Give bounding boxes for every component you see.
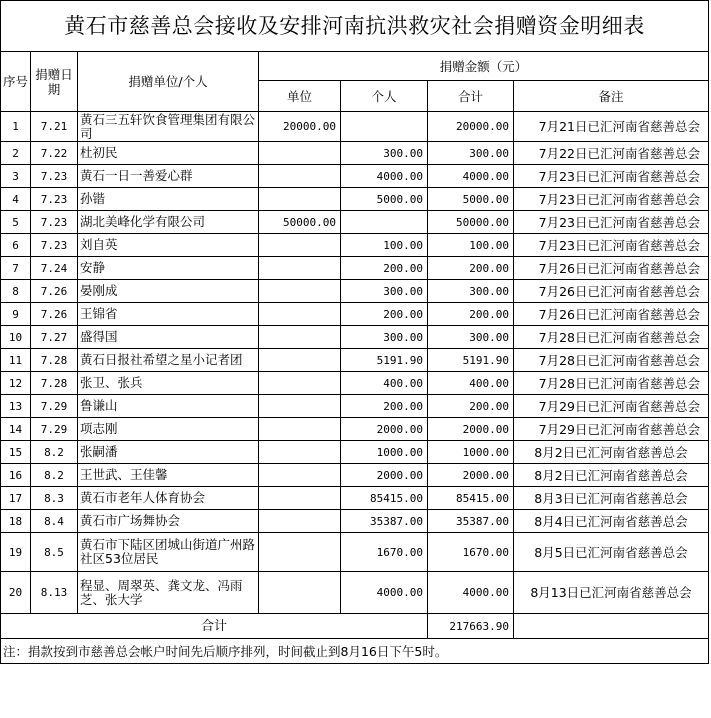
row-total-amount: 300.00 bbox=[428, 280, 514, 303]
row-date: 7.23 bbox=[31, 234, 78, 257]
row-seq: 17 bbox=[1, 487, 31, 510]
row-note: 8月2日已汇河南省慈善总会 bbox=[514, 441, 709, 464]
row-person-amount: 300.00 bbox=[341, 142, 428, 165]
row-note: 7月23日已汇河南省慈善总会 bbox=[514, 211, 709, 234]
row-seq: 5 bbox=[1, 211, 31, 234]
header-amount-group: 捐赠金额（元） bbox=[259, 52, 709, 81]
row-total-amount: 1000.00 bbox=[428, 441, 514, 464]
row-unit-amount bbox=[259, 142, 341, 165]
row-total-amount: 200.00 bbox=[428, 257, 514, 280]
row-note: 7月23日已汇河南省慈善总会 bbox=[514, 188, 709, 211]
footnote: 注：捐款按到市慈善总会帐户时间先后顺序排列，时间截止到8月16日下午5时。 bbox=[1, 639, 709, 664]
row-unit-amount bbox=[259, 326, 341, 349]
row-seq: 13 bbox=[1, 395, 31, 418]
table-row bbox=[1, 303, 709, 326]
row-note: 7月23日已汇河南省慈善总会 bbox=[514, 234, 709, 257]
row-person-amount: 5191.90 bbox=[341, 349, 428, 372]
row-seq: 8 bbox=[1, 280, 31, 303]
total-row bbox=[1, 614, 709, 639]
row-date: 7.21 bbox=[31, 112, 78, 142]
row-donor: 程显、周翠英、龚文龙、冯雨芝、张大学 bbox=[78, 572, 259, 614]
row-unit-amount bbox=[259, 464, 341, 487]
row-donor: 孙锴 bbox=[78, 188, 259, 211]
row-date: 8.2 bbox=[31, 441, 78, 464]
row-person-amount: 4000.00 bbox=[341, 572, 428, 614]
table-row bbox=[1, 464, 709, 487]
row-total-amount: 200.00 bbox=[428, 395, 514, 418]
row-donor: 杜初民 bbox=[78, 142, 259, 165]
row-seq: 1 bbox=[1, 112, 31, 142]
row-total-amount: 2000.00 bbox=[428, 418, 514, 441]
row-person-amount: 100.00 bbox=[341, 234, 428, 257]
row-person-amount: 200.00 bbox=[341, 395, 428, 418]
row-donor: 王锦省 bbox=[78, 303, 259, 326]
row-unit-amount bbox=[259, 165, 341, 188]
row-unit-amount bbox=[259, 418, 341, 441]
row-total-amount: 5191.90 bbox=[428, 349, 514, 372]
row-date: 8.2 bbox=[31, 464, 78, 487]
row-donor: 张卫、张兵 bbox=[78, 372, 259, 395]
row-date: 8.3 bbox=[31, 487, 78, 510]
row-donor: 张嗣潘 bbox=[78, 441, 259, 464]
row-person-amount: 200.00 bbox=[341, 303, 428, 326]
header-person: 个人 bbox=[341, 81, 428, 112]
table-row bbox=[1, 280, 709, 303]
row-date: 7.23 bbox=[31, 165, 78, 188]
table-row bbox=[1, 441, 709, 464]
total-note-empty bbox=[514, 614, 709, 639]
row-donor: 黄石三五轩饮食管理集团有限公司 bbox=[78, 112, 259, 142]
row-seq: 12 bbox=[1, 372, 31, 395]
row-donor: 王世武、王佳馨 bbox=[78, 464, 259, 487]
row-person-amount bbox=[341, 112, 428, 142]
row-unit-amount bbox=[259, 441, 341, 464]
row-date: 8.5 bbox=[31, 533, 78, 572]
row-note: 7月28日已汇河南省慈善总会 bbox=[514, 372, 709, 395]
row-date: 7.28 bbox=[31, 372, 78, 395]
row-seq: 16 bbox=[1, 464, 31, 487]
row-date: 7.28 bbox=[31, 349, 78, 372]
table-row bbox=[1, 188, 709, 211]
row-total-amount: 400.00 bbox=[428, 372, 514, 395]
table-row bbox=[1, 372, 709, 395]
row-seq: 6 bbox=[1, 234, 31, 257]
header-date: 捐赠日期 bbox=[31, 52, 78, 112]
row-total-amount: 20000.00 bbox=[428, 112, 514, 142]
row-unit-amount bbox=[259, 234, 341, 257]
row-unit-amount bbox=[259, 533, 341, 572]
row-seq: 20 bbox=[1, 572, 31, 614]
grand-total: 217663.90 bbox=[428, 614, 514, 639]
table-row bbox=[1, 142, 709, 165]
row-person-amount: 4000.00 bbox=[341, 165, 428, 188]
row-unit-amount bbox=[259, 395, 341, 418]
row-note: 8月13日已汇河南省慈善总会 bbox=[514, 572, 709, 614]
row-note: 7月29日已汇河南省慈善总会 bbox=[514, 395, 709, 418]
row-seq: 9 bbox=[1, 303, 31, 326]
table-row bbox=[1, 326, 709, 349]
row-note: 7月21日已汇河南省慈善总会 bbox=[514, 112, 709, 142]
row-unit-amount: 50000.00 bbox=[259, 211, 341, 234]
row-donor: 黄石市下陆区团城山街道广州路社区53位居民 bbox=[78, 533, 259, 572]
row-note: 8月5日已汇河南省慈善总会 bbox=[514, 533, 709, 572]
row-seq: 18 bbox=[1, 510, 31, 533]
row-date: 7.29 bbox=[31, 418, 78, 441]
row-donor: 黄石市广场舞协会 bbox=[78, 510, 259, 533]
row-donor: 黄石一日一善爱心群 bbox=[78, 165, 259, 188]
header-total: 合计 bbox=[428, 81, 514, 112]
row-total-amount: 1670.00 bbox=[428, 533, 514, 572]
row-note: 8月2日已汇河南省慈善总会 bbox=[514, 464, 709, 487]
row-total-amount: 300.00 bbox=[428, 326, 514, 349]
row-note: 8月4日已汇河南省慈善总会 bbox=[514, 510, 709, 533]
row-date: 7.23 bbox=[31, 188, 78, 211]
row-total-amount: 85415.00 bbox=[428, 487, 514, 510]
row-total-amount: 4000.00 bbox=[428, 572, 514, 614]
row-person-amount: 200.00 bbox=[341, 257, 428, 280]
table-row bbox=[1, 572, 709, 614]
row-note: 7月26日已汇河南省慈善总会 bbox=[514, 257, 709, 280]
row-seq: 10 bbox=[1, 326, 31, 349]
page-title: 黄石市慈善总会接收及安排河南抗洪救灾社会捐赠资金明细表 bbox=[1, 1, 709, 52]
row-note: 7月26日已汇河南省慈善总会 bbox=[514, 280, 709, 303]
row-person-amount: 400.00 bbox=[341, 372, 428, 395]
row-donor: 刘自英 bbox=[78, 234, 259, 257]
row-unit-amount bbox=[259, 487, 341, 510]
row-unit-amount bbox=[259, 280, 341, 303]
row-total-amount: 5000.00 bbox=[428, 188, 514, 211]
row-note: 7月23日已汇河南省慈善总会 bbox=[514, 165, 709, 188]
row-date: 7.24 bbox=[31, 257, 78, 280]
row-total-amount: 100.00 bbox=[428, 234, 514, 257]
table-row bbox=[1, 487, 709, 510]
row-unit-amount bbox=[259, 372, 341, 395]
row-donor: 晏刚成 bbox=[78, 280, 259, 303]
table-row bbox=[1, 510, 709, 533]
row-note: 7月22日已汇河南省慈善总会 bbox=[514, 142, 709, 165]
row-seq: 7 bbox=[1, 257, 31, 280]
row-date: 7.26 bbox=[31, 303, 78, 326]
header-note: 备注 bbox=[514, 81, 709, 112]
row-total-amount: 2000.00 bbox=[428, 464, 514, 487]
row-date: 8.4 bbox=[31, 510, 78, 533]
row-person-amount: 35387.00 bbox=[341, 510, 428, 533]
row-seq: 3 bbox=[1, 165, 31, 188]
row-unit-amount bbox=[259, 510, 341, 533]
row-seq: 4 bbox=[1, 188, 31, 211]
table-row bbox=[1, 395, 709, 418]
row-person-amount: 2000.00 bbox=[341, 464, 428, 487]
table-row bbox=[1, 418, 709, 441]
table-row bbox=[1, 165, 709, 188]
row-person-amount: 5000.00 bbox=[341, 188, 428, 211]
total-label: 合计 bbox=[1, 614, 428, 639]
table-row bbox=[1, 211, 709, 234]
header-seq: 序号 bbox=[1, 52, 31, 112]
table-row bbox=[1, 533, 709, 572]
row-seq: 2 bbox=[1, 142, 31, 165]
row-date: 7.23 bbox=[31, 211, 78, 234]
row-note: 8月3日已汇河南省慈善总会 bbox=[514, 487, 709, 510]
row-note: 7月29日已汇河南省慈善总会 bbox=[514, 418, 709, 441]
row-seq: 15 bbox=[1, 441, 31, 464]
row-person-amount bbox=[341, 211, 428, 234]
footnote-row bbox=[1, 639, 709, 664]
table-row bbox=[1, 257, 709, 280]
row-donor: 盛得国 bbox=[78, 326, 259, 349]
row-date: 7.22 bbox=[31, 142, 78, 165]
row-unit-amount: 20000.00 bbox=[259, 112, 341, 142]
row-unit-amount bbox=[259, 188, 341, 211]
row-total-amount: 35387.00 bbox=[428, 510, 514, 533]
row-total-amount: 4000.00 bbox=[428, 165, 514, 188]
row-seq: 19 bbox=[1, 533, 31, 572]
row-person-amount: 300.00 bbox=[341, 280, 428, 303]
row-person-amount: 1000.00 bbox=[341, 441, 428, 464]
row-date: 8.13 bbox=[31, 572, 78, 614]
table-row bbox=[1, 234, 709, 257]
row-donor: 湖北美峰化学有限公司 bbox=[78, 211, 259, 234]
row-donor: 黄石市老年人体育协会 bbox=[78, 487, 259, 510]
row-seq: 11 bbox=[1, 349, 31, 372]
row-date: 7.26 bbox=[31, 280, 78, 303]
table-row bbox=[1, 349, 709, 372]
row-unit-amount bbox=[259, 349, 341, 372]
row-total-amount: 50000.00 bbox=[428, 211, 514, 234]
table-row bbox=[1, 112, 709, 142]
header-unit: 单位 bbox=[259, 81, 341, 112]
header-donor: 捐赠单位/个人 bbox=[78, 52, 259, 112]
row-date: 7.29 bbox=[31, 395, 78, 418]
row-note: 7月28日已汇河南省慈善总会 bbox=[514, 349, 709, 372]
row-person-amount: 2000.00 bbox=[341, 418, 428, 441]
row-total-amount: 300.00 bbox=[428, 142, 514, 165]
row-total-amount: 200.00 bbox=[428, 303, 514, 326]
row-donor: 项志刚 bbox=[78, 418, 259, 441]
row-person-amount: 1670.00 bbox=[341, 533, 428, 572]
row-note: 7月28日已汇河南省慈善总会 bbox=[514, 326, 709, 349]
row-donor: 鲁谦山 bbox=[78, 395, 259, 418]
row-person-amount: 300.00 bbox=[341, 326, 428, 349]
row-note: 7月26日已汇河南省慈善总会 bbox=[514, 303, 709, 326]
row-unit-amount bbox=[259, 572, 341, 614]
row-unit-amount bbox=[259, 303, 341, 326]
row-donor: 黄石日报社希望之星小记者团 bbox=[78, 349, 259, 372]
row-person-amount: 85415.00 bbox=[341, 487, 428, 510]
row-unit-amount bbox=[259, 257, 341, 280]
row-seq: 14 bbox=[1, 418, 31, 441]
row-date: 7.27 bbox=[31, 326, 78, 349]
row-donor: 安静 bbox=[78, 257, 259, 280]
